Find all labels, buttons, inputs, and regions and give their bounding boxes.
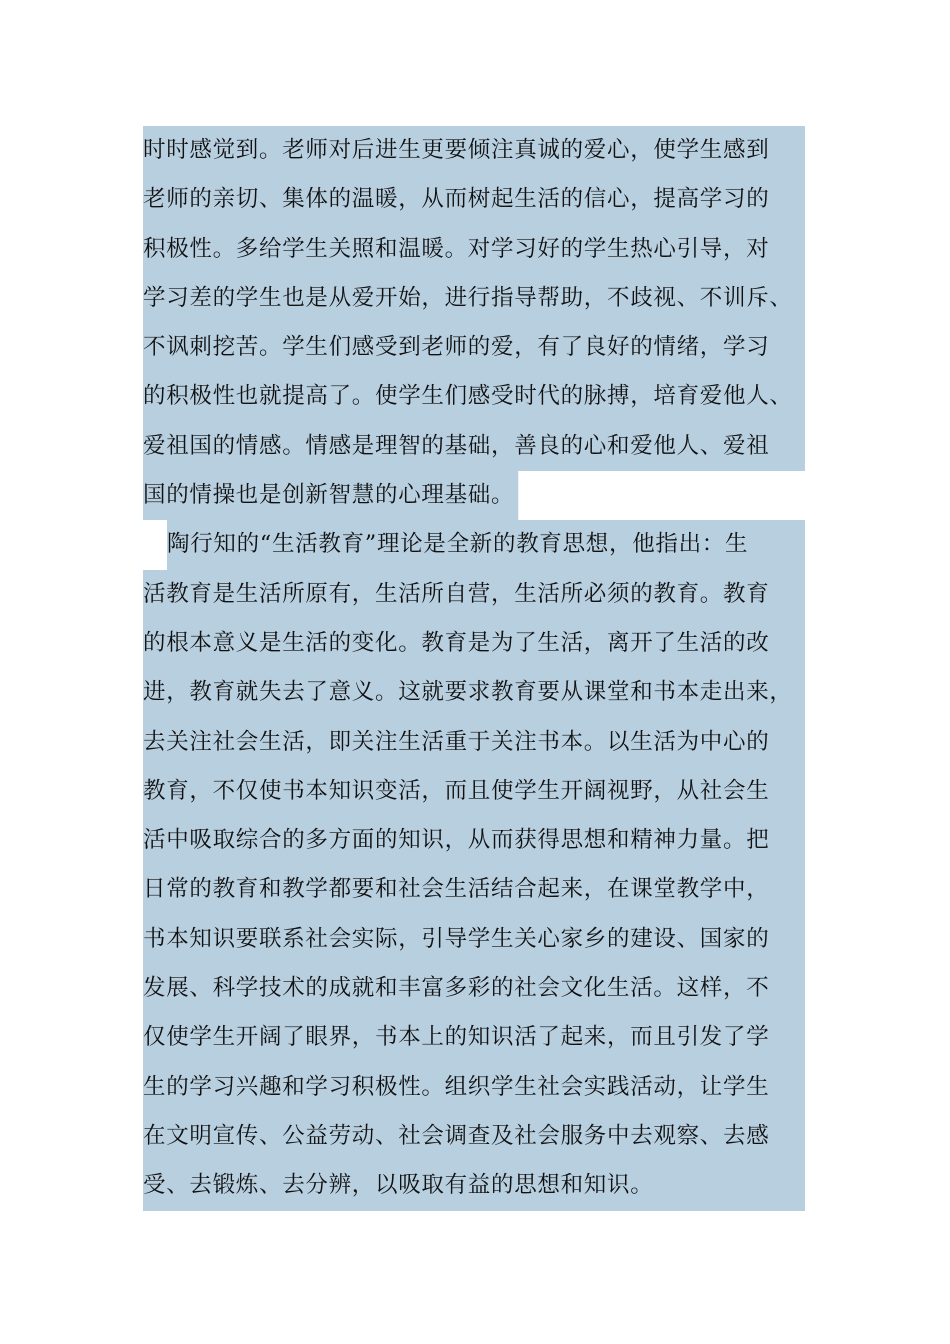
text-line — [143, 865, 805, 914]
text-line — [143, 1063, 805, 1112]
text-line — [143, 274, 805, 323]
highlighted-text: 学习差的学生也是从爱开始，进行指导帮助，不歧视、不训斥、 — [143, 274, 805, 323]
highlighted-text: 国的情操也是创新智慧的心理基础。 — [143, 471, 518, 520]
highlighted-text: 日常的教育和教学都要和社会生活结合起来，在课堂教学中， — [143, 865, 805, 914]
text-line-first — [143, 520, 805, 569]
text-line — [143, 1112, 805, 1161]
highlighted-text: 不讽刺挖苦。学生们感受到老师的爱，有了良好的情绪，学习 — [143, 323, 805, 372]
paragraph-indent — [145, 520, 167, 569]
text-line — [143, 323, 805, 372]
text-line — [143, 126, 805, 175]
highlighted-text: 活教育是生活所原有，生活所自营，生活所必须的教育。教育 — [143, 570, 805, 619]
text-line — [143, 915, 805, 964]
highlighted-text: 爱祖国的情感。情感是理智的基础，善良的心和爱他人、爱祖 — [143, 422, 805, 471]
highlighted-text: 进，教育就失去了意义。这就要求教育要从课堂和书本走出来， — [143, 668, 805, 717]
text-line-last — [143, 471, 805, 520]
highlighted-text: 去关注社会生活，即关注生活重于关注书本。以生活为中心的 — [143, 718, 805, 767]
text-line — [143, 570, 805, 619]
highlighted-text: 教育，不仅使书本知识变活，而且使学生开阔视野，从社会生 — [143, 767, 805, 816]
text-line — [143, 372, 805, 421]
text-line — [143, 816, 805, 865]
highlighted-text: 活中吸取综合的多方面的知识，从而获得思想和精神力量。把 — [143, 816, 805, 865]
text-line — [143, 964, 805, 1013]
highlighted-text: 的根本意义是生活的变化。教育是为了生活，离开了生活的改 — [143, 619, 805, 668]
paragraph-end-gap — [518, 471, 571, 520]
document-body — [143, 126, 805, 1211]
text-line — [143, 1013, 805, 1062]
highlighted-text: 仅使学生开阔了眼界，书本上的知识活了起来，而且引发了学 — [143, 1013, 805, 1062]
highlighted-text: 生的学习兴趣和学习积极性。组织学生社会实践活动，让学生 — [143, 1063, 805, 1112]
text-line — [143, 767, 805, 816]
text-line — [143, 225, 805, 274]
highlighted-text: 陶行知的“生活教育”理论是全新的教育思想，他指出：生 — [167, 520, 805, 569]
highlighted-text: 的积极性也就提高了。使学生们感受时代的脉搏，培育爱他人、 — [143, 372, 805, 421]
highlighted-text: 书本知识要联系社会实际，引导学生关心家乡的建设、国家的 — [143, 915, 805, 964]
text-line — [143, 718, 805, 767]
highlighted-text: 发展、科学技术的成就和丰富多彩的社会文化生活。这样，不 — [143, 964, 805, 1013]
text-line — [143, 175, 805, 224]
text-line — [143, 422, 805, 471]
highlighted-text: 老师的亲切、集体的温暖，从而树起生活的信心，提高学习的 — [143, 175, 805, 224]
highlighted-text: 受、去锻炼、去分辨，以吸取有益的思想和知识。 — [143, 1161, 805, 1210]
text-line — [143, 1161, 805, 1210]
text-line — [143, 668, 805, 717]
highlighted-text: 在文明宣传、公益劳动、社会调查及社会服务中去观察、去感 — [143, 1112, 805, 1161]
highlighted-text: 时时感觉到。老师对后进生更要倾注真诚的爱心，使学生感到 — [143, 126, 805, 175]
highlighted-text: 积极性。多给学生关照和温暖。对学习好的学生热心引导，对 — [143, 225, 805, 274]
text-line — [143, 619, 805, 668]
